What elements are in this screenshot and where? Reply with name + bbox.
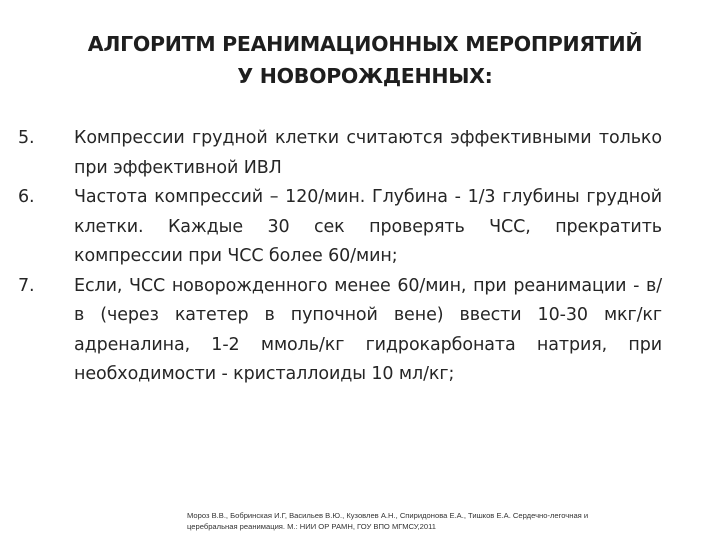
algorithm-step-5	[18, 124, 662, 183]
algorithm-steps-list	[18, 124, 662, 390]
source-reference-line-1: Мороз В.В., Бобринская И.Г, Васильев В.Ю., Кузовлев А.Н., Спиридонова Е.А., Тишков Е.А. Сердечно-легочная и	[187, 511, 589, 520]
step-text: Если, ЧСС новорожденного менее 60/мин, при реанимации - в/в (через катетер в пупочной вене) ввести 10-30 мкг/кг адреналина, 1-2 ммоль/кг гидрокарбоната натрия, при необходимости - кристаллоиды 10 мл/кг;	[74, 275, 662, 384]
source-reference-line-2: церебральная реанимация. М.: НИИ ОР РАМН, ГОУ ВПО МГМСУ,2011	[187, 521, 437, 531]
step-number: 6.	[18, 187, 35, 207]
slide-title	[40, 28, 690, 92]
slide-title-line-2: У НОВОРОЖДЕННЫХ:	[237, 64, 493, 88]
step-number: 5.	[18, 128, 35, 148]
step-text: Частота компрессий – 120/мин. Глубина - 1/3 глубины грудной клетки. Каждые 30 сек проверять ЧСС, прекратить компрессии при ЧСС более 60/мин;	[74, 187, 662, 266]
step-number: 7.	[18, 275, 35, 296]
step-text: Компрессии грудной клетки считаются эффективными только при эффективной ИВЛ	[74, 128, 662, 178]
algorithm-step-7	[18, 272, 662, 390]
source-reference	[187, 511, 687, 533]
slide-title-line-1: АЛГОРИТМ РЕАНИМАЦИОННЫХ МЕРОПРИЯТИЙ	[87, 32, 643, 56]
algorithm-step-6	[18, 183, 662, 272]
